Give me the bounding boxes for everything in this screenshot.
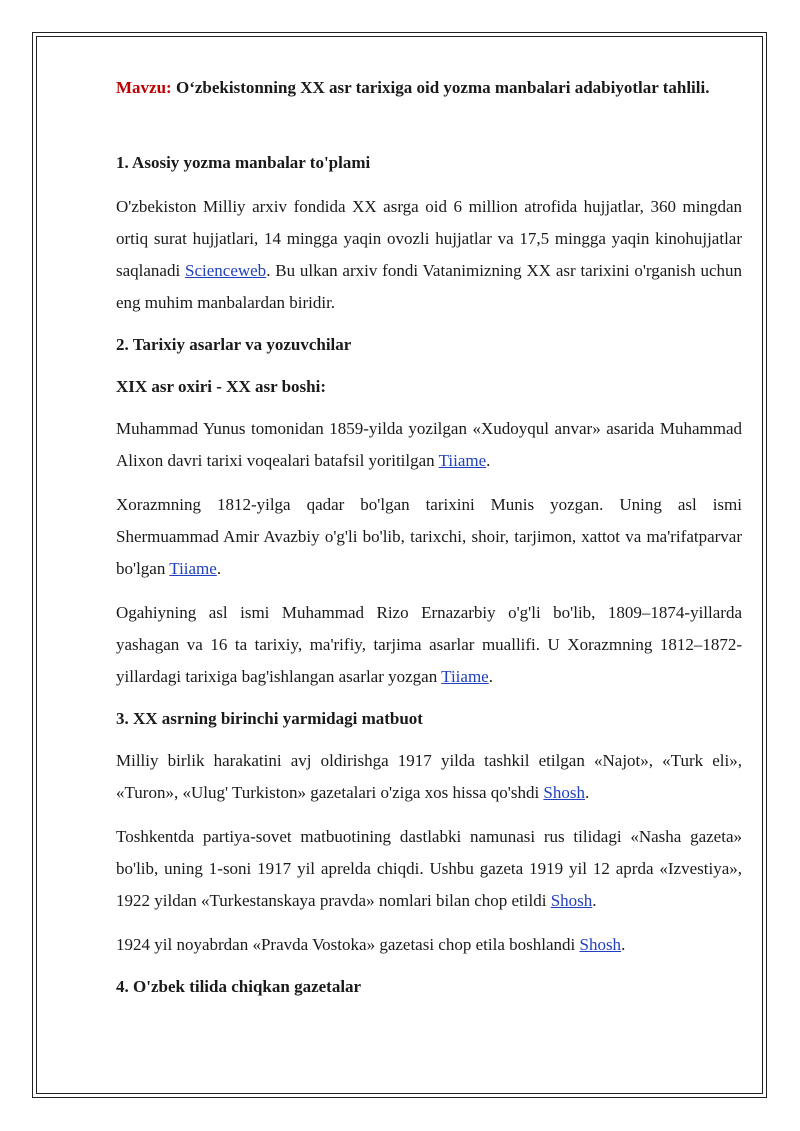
- source-link-tiiame[interactable]: Tiiame: [441, 667, 489, 686]
- paragraph-text-after: .: [488, 667, 493, 686]
- section-2-paragraph-1: [116, 413, 742, 477]
- title-text: O‘zbekistonning XX asr tarixiga oid yozma manbalari adabiyotlar tahlili.: [175, 78, 710, 97]
- paragraph-text-after: .: [486, 451, 491, 470]
- paragraph-text-after: .: [585, 783, 590, 802]
- section-2-heading: 2. Tarixiy asarlar va yozuvchilar: [116, 335, 352, 354]
- paragraph-text-after: . Bu ulkan arxiv fondi Vatanimizning XX asr tarixini o'rganish uchun eng muhim manbalardan biridir.: [116, 261, 742, 312]
- source-link-tiiame[interactable]: Tiiame: [438, 451, 487, 470]
- paragraph-text-after: .: [621, 935, 626, 954]
- section-3-paragraph-2: [116, 821, 742, 917]
- source-link-shosh[interactable]: Shosh: [550, 891, 593, 910]
- paragraph-text: 1924 yil noyabrdan «Pravda Vostoka» gazetasi chop etila boshlandi: [116, 935, 580, 954]
- paragraph-text: O'zbekiston Milliy arxiv fondida XX asrga oid 6 million atrofida hujjatlar, 360 mingdan ortiq surat hujjatlari, 14 mingga yaqin ovozli hujjatlar va 17,5 mingga yaqin kinohujjatlar saqlanadi: [116, 197, 742, 280]
- paragraph-text: Muhammad Yunus tomonidan 1859-yilda yozilgan «Xudoyqul anvar» asarida Muhammad Alixon davri tarixi voqealari batafsil yoritilgan: [116, 419, 742, 470]
- paragraph-text-after: .: [216, 559, 222, 578]
- section-4-heading: 4. O'zbek tilida chiqkan gazetalar: [116, 977, 362, 996]
- document-body: [116, 72, 742, 1003]
- document-title: [116, 72, 742, 103]
- paragraph-text: Toshkentda partiya-sovet matbuotining dastlabki namunasi rus tilidagi «Nasha gazeta» bo'lib, uning 1-soni 1917 yil aprelda chiqdi. Ushbu gazeta 1919 yil 12 aprda «Izvestiya», 1922 yildan «Turkestanskaya pravda» nomlari bilan chop etildi: [116, 827, 742, 910]
- section-2-subheading: XIX asr oxiri - XX asr boshi:: [116, 377, 326, 396]
- source-link-scienceweb[interactable]: Scienceweb: [185, 261, 267, 280]
- source-link-tiiame[interactable]: Tiiame: [169, 559, 217, 578]
- paragraph-text: Xorazmning 1812-yilga qadar bo'lgan tarixini Munis yozgan. Uning asl ismi Shermuammad Amir Avazbiy o'g'li bo'lib, tarixchi, shoir, tarjimon, xattot va ma'rifatparvar bo'lgan: [116, 495, 742, 578]
- source-link-shosh[interactable]: Shosh: [543, 783, 585, 802]
- section-3-heading: 3. XX asrning birinchi yarmidagi matbuot: [116, 709, 423, 728]
- section-1-paragraph-1: [116, 191, 742, 319]
- section-1-heading: 1. Asosiy yozma manbalar to'plami: [116, 153, 371, 172]
- paragraph-text: Ogahiyning asl ismi Muhammad Rizo Ernazarbiy o'g'li bo'lib, 1809–1874-yillarda yashagan va 16 ta tarixiy, ma'rifiy, tarjima asarlar muallifi. U Xorazmning 1812–1872-yillardagi tarixiga bag'ishlangan asarlar yozgan: [116, 603, 742, 686]
- section-3-paragraph-3: [116, 929, 742, 961]
- section-3-paragraph-1: [116, 745, 742, 809]
- title-label: Mavzu:: [116, 78, 172, 97]
- source-link-shosh[interactable]: Shosh: [579, 935, 622, 954]
- section-2-paragraph-3: [116, 597, 742, 693]
- paragraph-text-after: .: [592, 891, 597, 910]
- spacer: [116, 103, 742, 137]
- section-2-paragraph-2: [116, 489, 742, 585]
- paragraph-text: Milliy birlik harakatini avj oldirishga 1917 yilda tashkil etilgan «Najot», «Turk eli», «Turon», «Ulug' Turkiston» gazetalari o'ziga xos hissa qo'shdi: [116, 751, 742, 802]
